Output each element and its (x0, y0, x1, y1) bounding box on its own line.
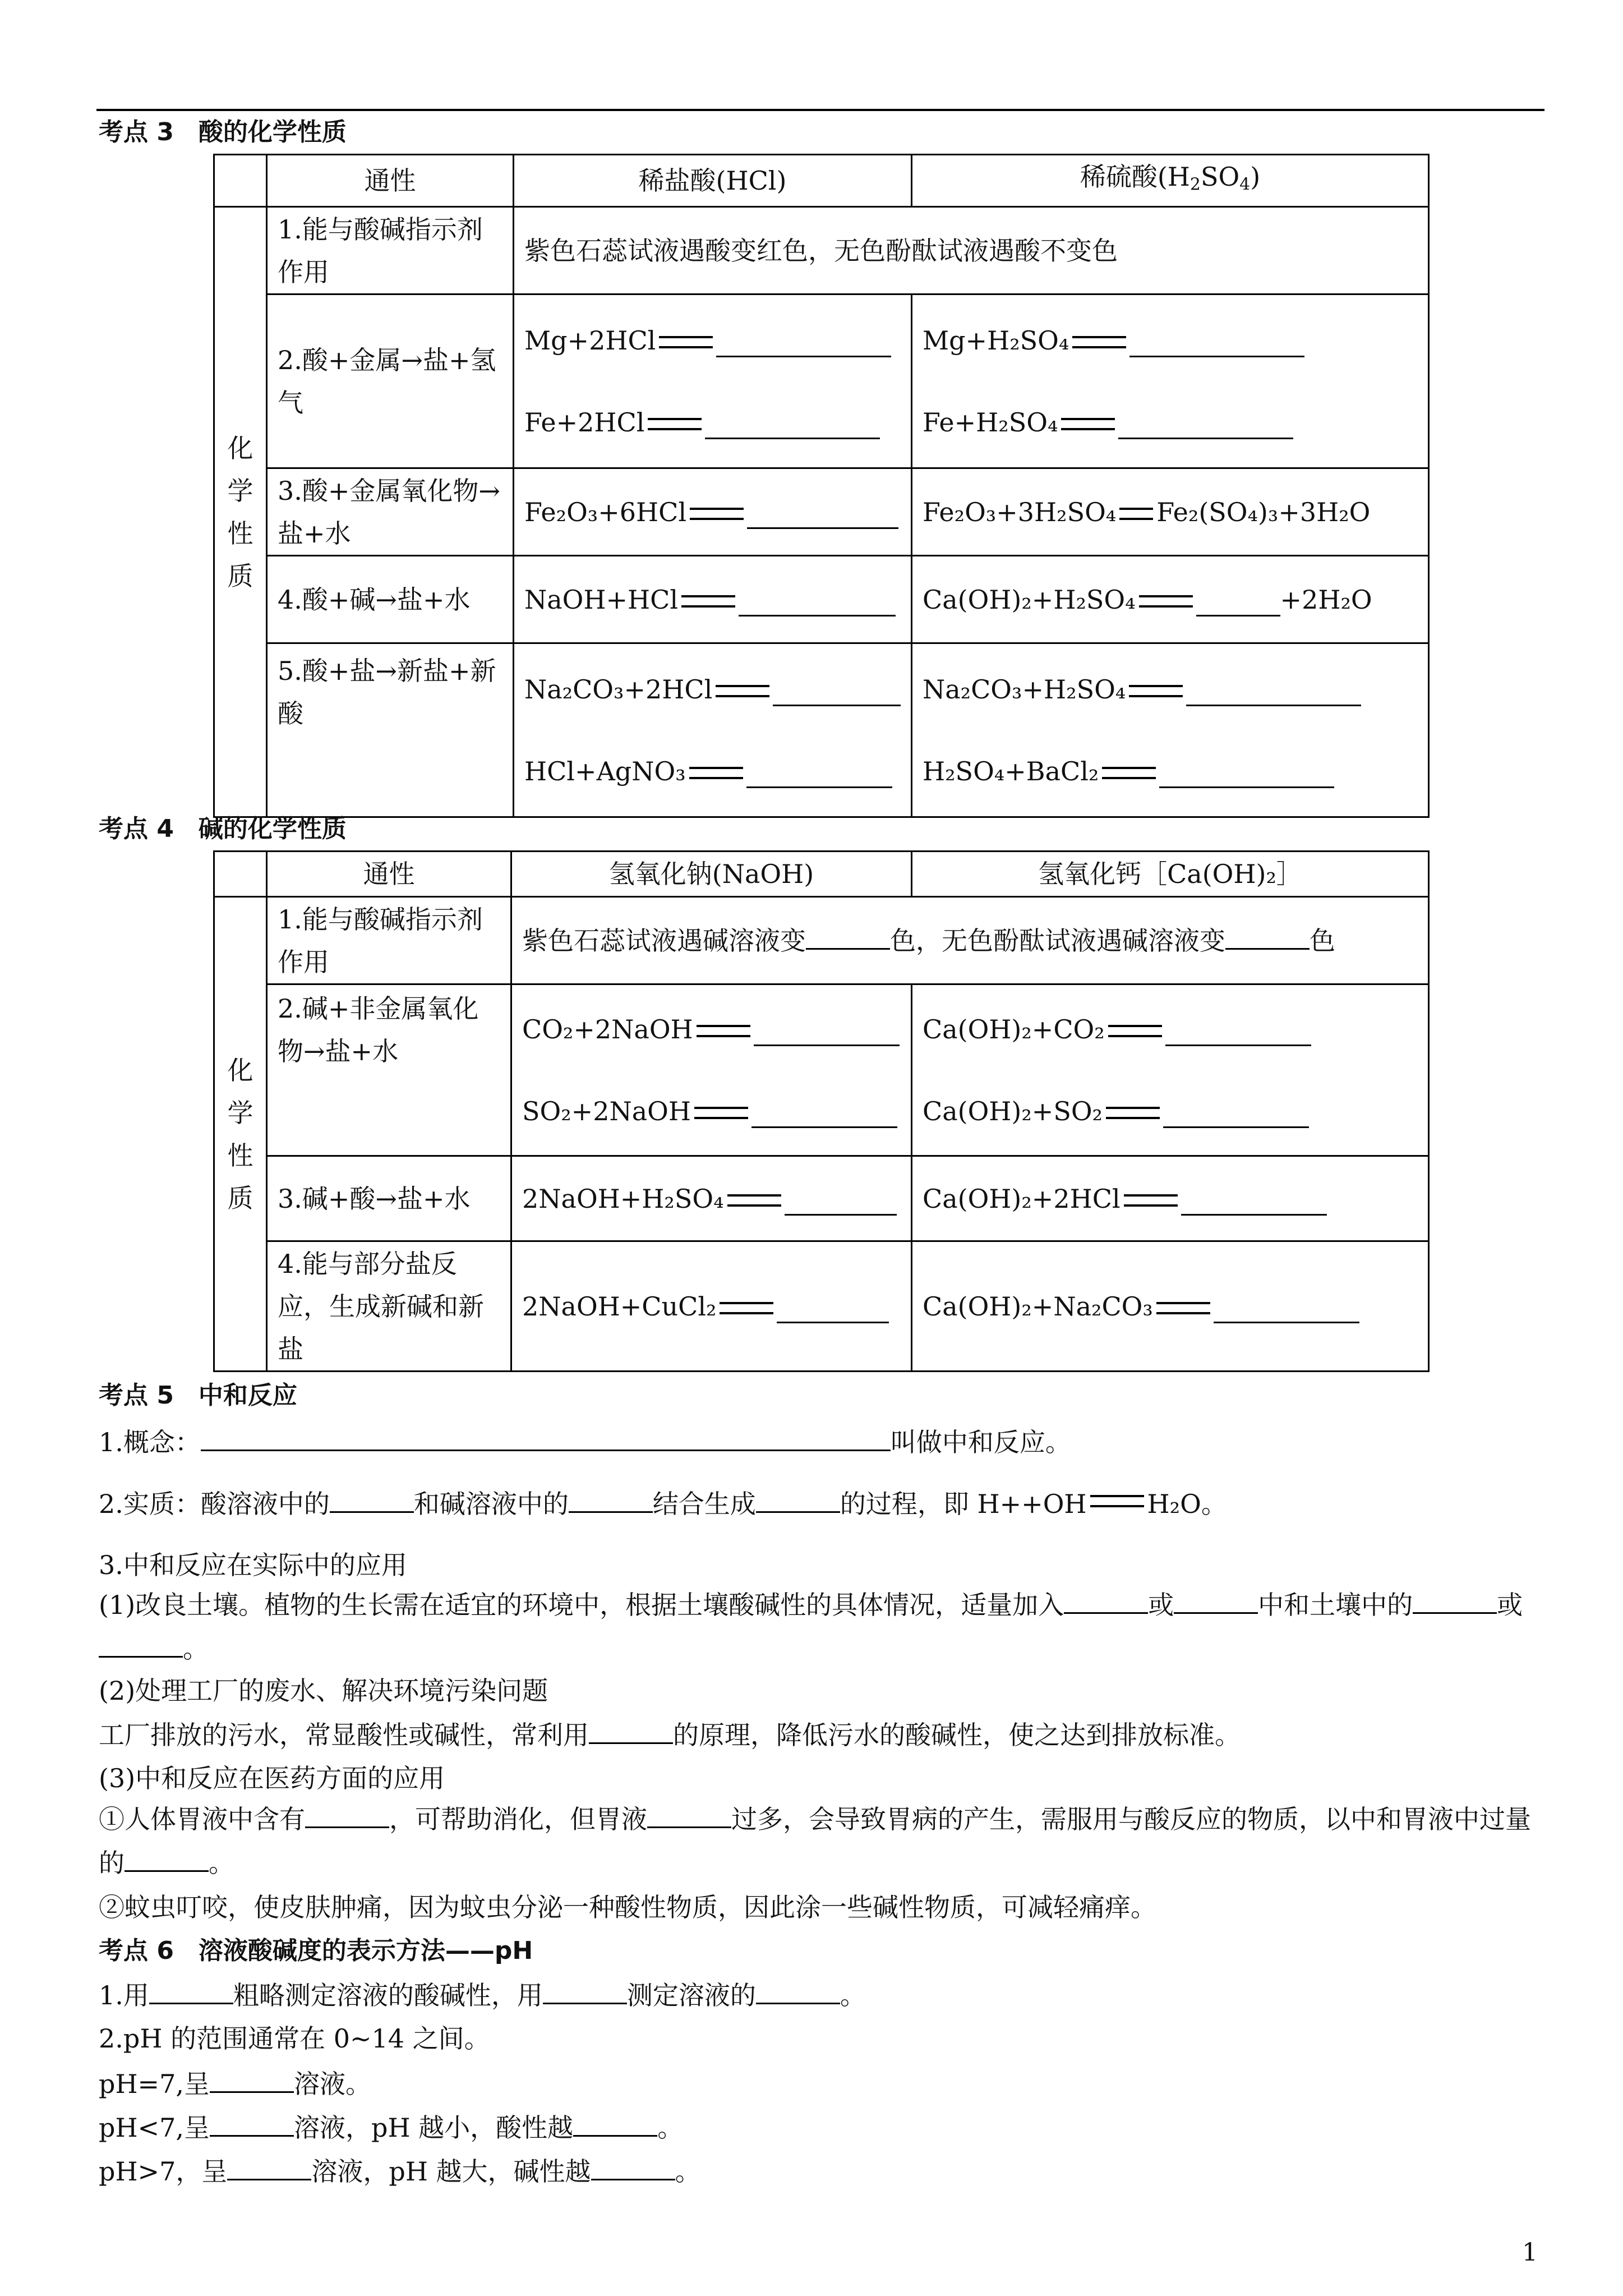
answer-blank (747, 505, 898, 529)
answer-blank (210, 2067, 294, 2093)
equals-sign (1102, 767, 1156, 779)
answer-blank (756, 1978, 840, 2004)
application-stomach: ①人体胃液中含有 ，可帮助消化，但胃液 过多，会导致胃病的产生，需服用与酸反应的物质，以中和胃液中过量的 。 (99, 1797, 1546, 1885)
col-header-h2so4: 稀硫酸$(H_2SO_4)$ (912, 155, 1429, 207)
answer-blank (785, 1191, 897, 1216)
answer-blank (806, 923, 890, 950)
answer-blank (746, 764, 892, 788)
indicator-description: 紫色石蕊试液遇酸变红色，无色酚酞试液遇酸不变色 (514, 207, 1429, 295)
side-label-chemical-properties: 化学性质 (214, 897, 267, 1372)
equation-mg-hcl: Mg+2HCl (524, 324, 901, 357)
col-header-caoh2: 氢氧化钙［Ca(OH)₂］ (912, 852, 1429, 897)
equation-caoh2-na2co3: Ca(OH)₂+Na₂CO₃ (923, 1290, 1418, 1323)
table-corner (214, 155, 267, 207)
section-4-heading: 考点 4 碱的化学性质 (99, 815, 347, 843)
ph-range: 2.pH 的范围通常在 0~14 之间。 (99, 2023, 490, 2054)
equation-fe-hcl: Fe+2HCl (524, 406, 901, 439)
equals-sign (1139, 595, 1193, 608)
top-rule (96, 109, 1544, 111)
answer-blank (739, 592, 896, 616)
answer-blank (591, 2154, 675, 2180)
answer-blank (1159, 764, 1334, 788)
property-acid-metal-oxide: 3.酸+金属氧化物→盐+水 (267, 468, 514, 556)
applications-title: 3.中和反应在实际中的应用 (99, 1550, 407, 1580)
equals-sign (1119, 508, 1153, 520)
answer-blank (569, 1487, 653, 1513)
col-header-naoh: 氢氧化钠(NaOH) (511, 852, 912, 897)
answer-blank (716, 333, 891, 357)
acid-properties-table (213, 154, 1430, 818)
page-number: 1 (1522, 2238, 1538, 2267)
equals-sign (690, 508, 744, 520)
equation-naoh-hcl: NaOH+HCl (524, 583, 901, 616)
answer-blank (1413, 1588, 1497, 1614)
equals-sign (689, 767, 743, 779)
answer-blank (125, 1846, 209, 1872)
answer-blank (751, 1104, 897, 1128)
equation-caoh2-so2: Ca(OH)₂+SO₂ (923, 1094, 1418, 1128)
answer-blank (777, 1299, 889, 1323)
property-indicator: 1.能与酸碱指示剂作用 (267, 897, 511, 984)
answer-blank (210, 2110, 294, 2137)
equals-sign (1129, 685, 1183, 697)
equals-sign (720, 1302, 773, 1314)
side-label-chemical-properties: 化学性质 (214, 207, 267, 817)
cell-h2so4-metal (912, 295, 1429, 468)
answer-blank (305, 1802, 389, 1828)
equals-sign (694, 1107, 748, 1119)
ph-neutral: pH=7,呈 溶液。 (99, 2067, 371, 2101)
equation-na2co3-hcl: Na₂CO₃+2HCl (524, 673, 901, 706)
equals-sign (1090, 1495, 1144, 1507)
answer-blank (1064, 1588, 1148, 1614)
equals-sign (1061, 418, 1115, 430)
table-corner (214, 852, 267, 897)
property-base-salt: 4.能与部分盐反应，生成新碱和新盐 (267, 1241, 511, 1372)
cell-h2so4-base (912, 556, 1429, 643)
equation-caoh2-hcl: Ca(OH)₂+2HCl (923, 1182, 1418, 1216)
property-acid-metal: 2.酸+金属→盐+氢气 (267, 295, 514, 468)
equals-sign (697, 1025, 750, 1037)
cell-hcl-base (514, 556, 912, 643)
equals-sign (727, 1194, 781, 1207)
answer-blank (1165, 1022, 1311, 1046)
ph-measurement: 1.用 粗略测定溶液的酸碱性，用 测定溶液的 。 (99, 1978, 866, 2012)
answer-blank (149, 1978, 233, 2004)
answer-blank (756, 1487, 840, 1513)
equals-sign (1156, 1302, 1210, 1314)
answer-blank (773, 682, 901, 706)
ph-acidic: pH<7,呈 溶液，pH 越小，酸性越 。 (99, 2110, 683, 2145)
answer-blank (201, 1425, 891, 1451)
property-base-acid: 3.碱+酸→盐+水 (267, 1156, 511, 1241)
equals-sign (716, 685, 769, 697)
answer-blank (1196, 592, 1280, 616)
equation-hcl-agno3: HCl+AgNO₃ (524, 754, 901, 788)
answer-blank (573, 2110, 657, 2137)
base-properties-table (213, 850, 1430, 1372)
equals-sign (1106, 1107, 1160, 1119)
answer-blank (1181, 1191, 1327, 1216)
property-indicator: 1.能与酸碱指示剂作用 (267, 207, 514, 295)
answer-blank (647, 1802, 731, 1828)
equation-fe2o3-hcl: Fe₂O₃+6HCl (524, 495, 901, 529)
col-header-hcl: 稀盐酸(HCl) (514, 155, 912, 207)
cell-hcl-oxide (514, 468, 912, 556)
section-5-heading: 考点 5 中和反应 (99, 1381, 297, 1410)
equals-sign (648, 418, 702, 430)
equation-co2-naoh: CO₂+2NaOH (522, 1013, 901, 1046)
equation-so2-naoh: SO₂+2NaOH (522, 1094, 901, 1128)
cell-caoh2-salt (912, 1241, 1429, 1372)
answer-blank (1186, 682, 1361, 706)
cell-caoh2-acid (912, 1156, 1429, 1241)
application-soil: (1)改良土壤。植物的生长需在适宜的环境中，根据土壤酸碱性的具体情况，适量加入 或 中和土壤中的 或。 (99, 1583, 1546, 1671)
answer-blank (1118, 415, 1293, 439)
cell-naoh-salt (511, 1241, 912, 1372)
neutralization-essence: 2.实质：酸溶液中的 和碱溶液中的 结合生成 的过程，即 H++OH H₂O。 (99, 1487, 1227, 1521)
answer-blank (330, 1487, 414, 1513)
section-6-heading: 考点 6 溶液酸碱度的表示方法——pH (99, 1936, 533, 1965)
equation-caoh2-h2so4: Ca(OH)₂+H₂SO₄ +2H₂O (923, 583, 1418, 616)
answer-blank (1225, 923, 1310, 950)
neutralization-concept: 1.概念： 叫做中和反应。 (99, 1425, 1071, 1459)
answer-blank (589, 1718, 673, 1744)
indicator-description: 紫色石蕊试液遇碱溶液变 色，无色酚酞试液遇碱溶液变 色 (511, 897, 1429, 984)
equation-na2co3-h2so4: Na₂CO₃+H₂SO₄ (923, 673, 1418, 706)
equals-sign (1108, 1025, 1162, 1037)
answer-blank (705, 415, 880, 439)
col-header-general: 通性 (267, 852, 511, 897)
answer-blank (1214, 1299, 1359, 1323)
answer-blank (1129, 333, 1304, 357)
equals-sign (1124, 1194, 1178, 1207)
cell-naoh-oxide (511, 984, 912, 1156)
answer-blank (227, 2154, 311, 2180)
equation-naoh-h2so4: 2NaOH+H₂SO₄ (522, 1182, 901, 1216)
ph-basic: pH>7，呈 溶液，pH 越大，碱性越 。 (99, 2154, 701, 2188)
equation-fe2o3-h2so4: Fe₂O₃+3H₂SO₄ Fe₂(SO₄)₃+3H₂O (923, 496, 1371, 527)
answer-blank (754, 1022, 900, 1046)
property-acid-base: 4.酸+碱→盐+水 (267, 556, 514, 643)
equals-sign (659, 336, 713, 348)
cell-h2so4-salt (912, 643, 1429, 817)
equals-sign (1072, 336, 1126, 348)
application-wastewater: 工厂排放的污水，常显酸性或碱性，常利用 的原理，降低污水的酸碱性，使之达到排放标准。 (99, 1718, 1241, 1752)
cell-hcl-salt (514, 643, 912, 817)
cell-caoh2-oxide (912, 984, 1429, 1156)
application-medicine-title: (3)中和反应在医药方面的应用 (99, 1763, 445, 1793)
answer-blank (1163, 1104, 1309, 1128)
property-acid-salt: 5.酸+盐→新盐+新酸 (267, 643, 514, 817)
cell-naoh-acid (511, 1156, 912, 1241)
equals-sign (681, 595, 735, 608)
section-3-heading: 考点 3 酸的化学性质 (99, 118, 347, 146)
cell-h2so4-oxide (912, 468, 1429, 556)
equation-fe-h2so4: Fe+H₂SO₄ (923, 406, 1418, 439)
answer-blank (543, 1978, 627, 2004)
answer-blank (99, 1631, 183, 1658)
equation-mg-h2so4: Mg+H₂SO₄ (923, 324, 1418, 357)
application-wastewater-title: (2)处理工厂的废水、解决环境污染问题 (99, 1676, 548, 1706)
col-header-general: 通性 (267, 155, 514, 207)
cell-hcl-metal (514, 295, 912, 468)
property-base-nonmetal-oxide: 2.碱+非金属氧化物→盐+水 (267, 984, 511, 1156)
application-insect-bite: ②蚊虫叮咬，使皮肤肿痛，因为蚊虫分泌一种酸性物质，因此涂一些碱性物质，可减轻痛痒。 (99, 1892, 1156, 1922)
equation-h2so4-bacl2: H₂SO₄+BaCl₂ (923, 754, 1418, 788)
equation-caoh2-co2: Ca(OH)₂+CO₂ (923, 1013, 1418, 1046)
equation-naoh-cucl2: 2NaOH+CuCl₂ (522, 1290, 901, 1323)
answer-blank (1174, 1588, 1258, 1614)
